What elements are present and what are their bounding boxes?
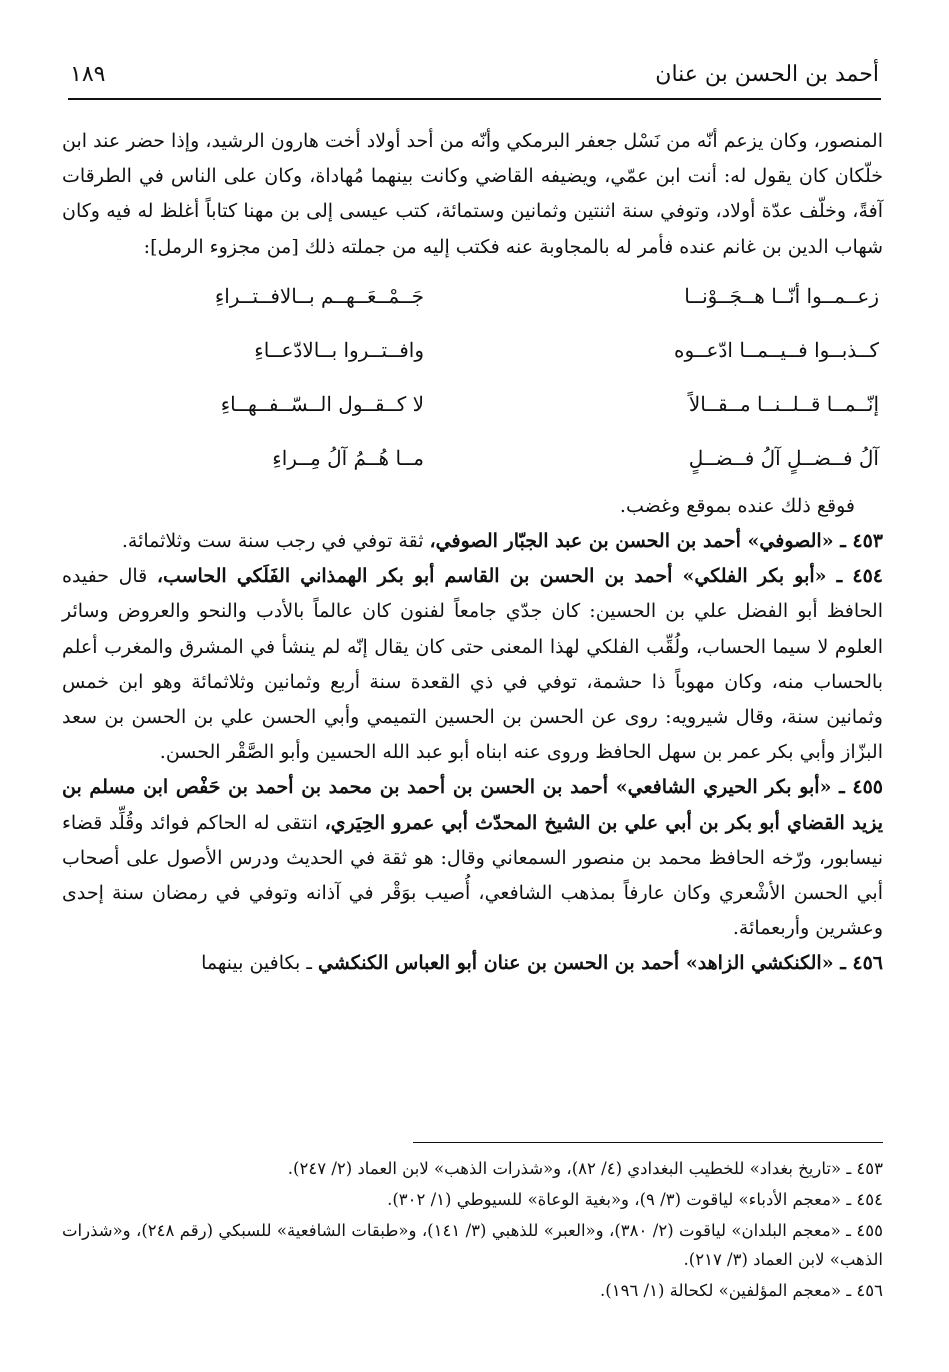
verse-first-hemistich: كــذبــوا فــيــمــا ادّعــوه xyxy=(674,337,879,362)
entry-453 xyxy=(62,524,883,559)
entry-body: ثقة توفي في رجب سنة ست وثلاثمائة. xyxy=(121,530,430,553)
verse-second-hemistich: مــا هُــمُ آلُ مِــراءِ xyxy=(272,445,424,470)
footnotes xyxy=(62,1154,883,1307)
footnote-456: ٤٥٦ ـ «معجم المؤلفين» لكحالة (١/ ١٩٦). xyxy=(600,1281,883,1300)
entry-454 xyxy=(62,559,883,770)
verse-first-hemistich: إنّــمــا قــلــنــا مــقــالاً xyxy=(688,391,879,416)
verse-line xyxy=(62,377,883,431)
verse-first-hemistich: آلُ فــضــلٍ آلُ فــضــلٍ xyxy=(688,445,879,470)
entry-body: ـ بكافين بينهما xyxy=(201,952,318,975)
verse-second-hemistich: جَــمْــعَــهــم بــالافــتــراءِ xyxy=(214,283,424,308)
verse-first-hemistich: زعــمــوا أنّــا هــجَــوْنــا xyxy=(684,283,879,308)
entry-body: انتقى له الحاكم فوائد وقُلِّد قضاء نيسابور، ورّخه الحافظ محمد بن منصور السمعاني وقال: هو ثقة في الحديث ودرس الأصول على أصحاب أبي الحسن الأشْعري وكان عارفاً بمذهب الشافعي، أُصيب بوَقْر في آذانه وتوفي في رمضان سنة إحدى وعشرين وأربعمائة. xyxy=(62,811,883,940)
entry-body: قال حفيده الحافظ أبو الفضل علي بن الحسين: كان جدّي جامعاً لفنون كان عالماً بالأدب والنحو والعروض وسائر العلوم لا سيما الحساب، ولُقِّب الفلكي لهذا المعنى حتى كان يقال إنّه لم ينشأ في المشرق والمغرب أعلم بالحساب منه، وكان مهوباً ذا حشمة، توفي في ذي القعدة سنة أربع وثمانين وثلاثمائة وهو ابن خمس وثمانين سنة، وقال شيرويه: روى عن الحسن بن الحسين التميمي وأبي الحسن علي بن الحسن بن سعد البزّاز وأبي بكر عمر بن سهل الحافظ وروى عنه ابناه أبو عبد الله الحسين وأبو الصَّقْر الحسن. xyxy=(62,565,884,764)
verse-line xyxy=(62,431,883,485)
footnote-453: ٤٥٣ ـ «تاريخ بغداد» للخطيب البغدادي (٤/ ٨٢)، و«شذرات الذهب» لابن العماد (٢/ ٢٤٧). xyxy=(287,1159,883,1178)
entry-heading: ٤٥٥ ـ «أبو بكر الحيري الشافعي» أحمد بن الحسن بن أحمد بن محمد بن أحمد بن حَفْص ابن مسلم بن يزيد القضاي أبو بكر بن أبي علي بن الشيخ المحدّث أبي عمرو الحِيَري، xyxy=(62,776,884,834)
running-title: أحمد بن الحسن بن عنان xyxy=(655,62,879,87)
poem xyxy=(62,269,883,485)
entry-heading: ٤٥٣ ـ «الصوفي» أحمد بن الحسن بن عبد الجبّار الصوفي، xyxy=(429,530,883,553)
page-number: ١٨٩ xyxy=(70,62,106,87)
verse-second-hemistich: وافــتــروا بــالادّعــاءِ xyxy=(254,337,424,362)
footnote-454: ٤٥٤ ـ «معجم الأدباء» لياقوت (٣/ ٩)، و«بغية الوعاة» للسيوطي (١/ ٣٠٢). xyxy=(387,1190,883,1209)
entry-heading: ٤٥٤ ـ «أبو بكر الفلكي» أحمد بن الحسن بن القاسم أبو بكر الهمذاني الفَلَكي الحاسب، xyxy=(156,565,883,588)
page-header xyxy=(68,58,881,100)
footnote-455: ٤٥٥ ـ «معجم البلدان» لياقوت (٢/ ٣٨٠)، و«العبر» للذهبي (٣/ ١٤١)، و«طبقات الشافعية» للسبكي (رقم ٢٤٨)، و«شذرات الذهب» لابن العماد (٣/ ٢١٧). xyxy=(62,1221,883,1269)
intro-paragraph: المنصور، وكان يزعم أنّه من نَسْل جعفر البرمكي وأنّه من أحد أولاد أخت هارون الرشيد، وإذا حضر عند ابن خلّكان كان يقول له: أنت ابن عمّي، ويضيفه القاضي وكانت بينهما مُهاداة، وكان على الناس في الطرقات آفةً، وخلّف عدّة أولاد، وتوفي سنة اثنتين وثمانين وستمائة، كتب عيسى إلى بن مهنا كتاباً أغلظ له فيه وكان شهاب الدين بن غانم عنده فأمر له بالمجاوبة عنه فكتب إليه من جملته ذلك [من مجزوء الرمل]: xyxy=(62,130,883,258)
entry-455 xyxy=(62,770,883,946)
poem-closing-line: فوقع ذلك عنده بموقع وغضب. xyxy=(619,494,855,517)
main-text xyxy=(62,124,883,982)
verse-line xyxy=(62,323,883,377)
entry-heading: ٤٥٦ ـ «الكنكشي الزاهد» أحمد بن الحسن بن عنان أبو العباس الكنكشي xyxy=(317,952,883,975)
footnote-divider xyxy=(413,1142,883,1143)
verse-second-hemistich: لا كــقــول الــسّــفــهــاءِ xyxy=(220,391,424,416)
entry-456 xyxy=(62,946,883,981)
verse-line xyxy=(62,269,883,323)
